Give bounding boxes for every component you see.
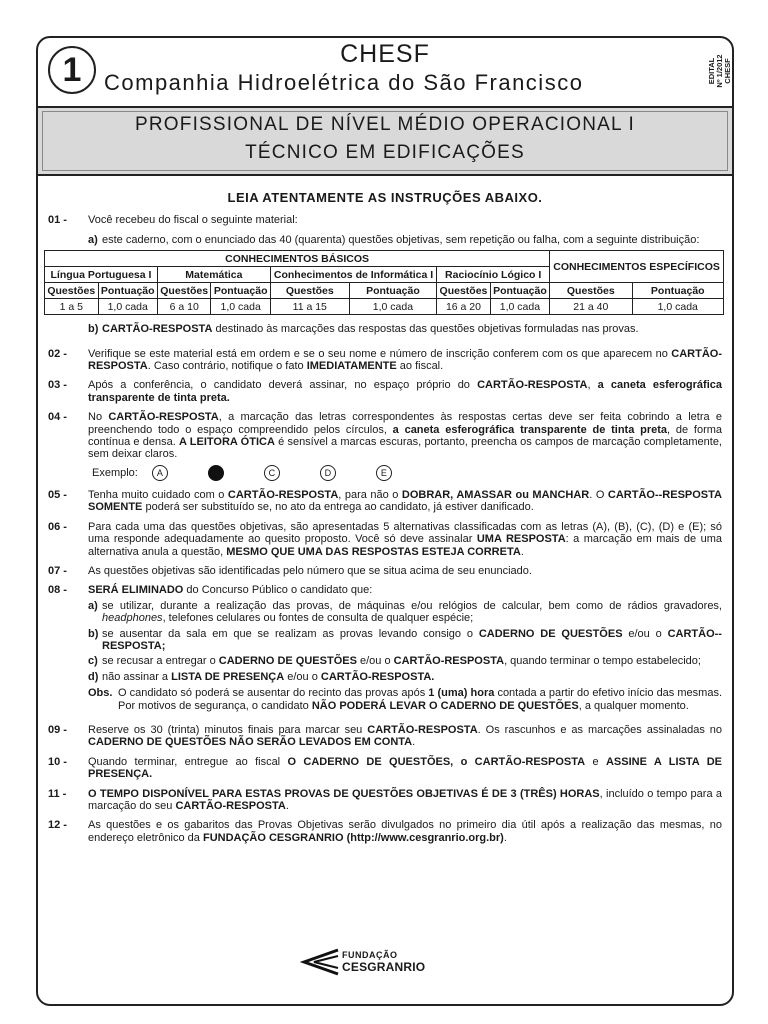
position-subtitle: TÉCNICO EM EDIFICAÇÕES [245, 142, 525, 163]
bubble-d: D [320, 465, 336, 481]
instruction-12: 12 - As questões e os gabaritos das Provas Objetivas serão divulgados no primeiro dia útil após a realização das mesmas, no endereço eletrônico da FUNDAÇÃO CESGRANRIO (http://www.cesgranrio.org.br). [48, 819, 722, 844]
instruction-04: 04 - No CARTÃO-RESPOSTA, a marcação das letras correspondentes às respostas certas deve ser feita cobrindo a letra e preenchendo todo o espaço compreendido pelos círculos, a caneta esferográfica transparente de tinta preta, de forma contínua e densa. A LEITORA ÓTICA é sensível a marcas escuras, portanto, preencha os campos de marcação completamente, sem deixar claros. [48, 411, 723, 461]
instruction-01a: a) este caderno, com o enunciado das 40 (quarenta) questões objetivas, sem repetição ou falha, com a seguinte distribuição: [88, 233, 700, 246]
bubble-c: C [264, 465, 280, 481]
instruction-07: 07 - As questões objetivas são identificadas pelo número que se situa acima de seu enunciado. [48, 564, 532, 577]
company-acronym: CHESF [340, 40, 430, 68]
instructions [48, 186, 722, 851]
position-band [38, 106, 732, 176]
instruction-09: 09 - Reserve os 30 (trinta) minutos finais para marcar seu CARTÃO-RESPOSTA. Os rascunhos e as marcações assinaladas no CADERNO DE QUESTÕES NÃO SERÃO LEVADOS EM CONTA. [48, 723, 722, 749]
instruction-08-obs: Obs. O candidato só poderá se ausentar do recinto das provas após 1 (uma) hora contada a partir do efetivo início das mesmas. Por motivos de segurança, o candidato NÃO PODERÁ LEVAR O CADERNO DE QUESTÕES, a qualquer momento. [88, 687, 722, 712]
instruction-11: 11 - O TEMPO DISPONÍVEL PARA ESTAS PROVAS DE QUESTÕES OBJETIVAS É DE 3 (TRÊS) HORAS, incluído o tempo para a marcação do seu CARTÃO-RESPOSTA. [48, 787, 722, 812]
instructions-heading: LEIA ATENTAMENTE AS INSTRUÇÕES ABAIXO. [227, 190, 543, 205]
marking-example: Exemplo: A C D E [92, 465, 722, 481]
instruction-01b: b) CARTÃO-RESPOSTA destinado às marcações das respostas das questões objetivas formuladas nas provas. [88, 323, 639, 336]
bubble-b-filled [208, 465, 224, 481]
instruction-06: 06 - Para cada uma das questões objetivas, são apresentadas 5 alternativas classificadas com as letras (A), (B), (C), (D) e (E); só uma responde adequadamente ao quesito proposto. Você só deve assinalar UMA RESPOSTA: a marcação em mais de uma alternativa anula a questão, MESMO QUE UMA DAS RESPOSTAS ESTEJA CORRETA. [48, 520, 722, 558]
instruction-08b: b) se ausentar da sala em que se realizam as provas levando consigo o CADERNO DE QUESTÕES e/ou o CARTÃO--RESPOSTA; [88, 627, 722, 652]
cesgranrio-logo: FUNDAÇÃO CESGRANRIO [300, 948, 440, 978]
instruction-02: 02 - Verifique se este material está em ordem e se o seu nome e número de inscrição conferem com os que aparecem no CARTÃO-RESPOSTA. Caso contrário, notifique o fato IMEDIATAMENTE ao fiscal. [48, 347, 722, 373]
instruction-08: 08 - SERÁ ELIMINADO do Concurso Público o candidato que: [48, 584, 373, 597]
company-name: Companhia Hidroelétrica do São Francisco [104, 70, 584, 95]
booklet-number: 1 [48, 46, 96, 94]
instruction-01: 01 - Você recebeu do fiscal o seguinte material: [48, 214, 298, 227]
instruction-10: 10 - Quando terminar, entregue ao fiscal O CADERNO DE QUESTÕES, o CARTÃO-RESPOSTA e ASSINE A LISTA DE PRESENÇA. [48, 755, 722, 781]
distribution-table: CONHECIMENTOS BÁSICOS CONHECIMENTOS ESPECÍFICOS Língua Portuguesa I Matemática Conhecimentos de Informática I Raciocínio Lógico I Questões Pontuação Questões Pontuação Questões Pontuação Questões Pontuação Questões Pontuação 1 a 5 1,0 cada 6 a 10 1,0 cada 11 a 15 1,0 cada 16 a 20 1,0 cada 21 a 40 1,0 cada [44, 250, 724, 315]
instruction-08c: c) se recusar a entregar o CADERNO DE QUESTÕES e/ou o CARTÃO-RESPOSTA, quando terminar o tempo estabelecido; [88, 655, 701, 668]
instruction-08a: a) se utilizar, durante a realização das provas, de máquinas e/ou relógios de calcular, bem como de rádios gravadores, headphones, telefones celulares ou fontes de consulta de qualquer espécie; [88, 599, 722, 625]
position-title: PROFISSIONAL DE NÍVEL MÉDIO OPERACIONAL I [134, 114, 636, 135]
bubble-e: E [376, 465, 392, 481]
page-frame [36, 36, 734, 1006]
instruction-05: 05 - Tenha muito cuidado com o CARTÃO-RESPOSTA, para não o DOBRAR, AMASSAR ou MANCHAR. O CARTÃO--RESPOSTA SOMENTE poderá ser substituído se, no ato da entrega ao candidato, já estiver danificado. [48, 488, 722, 514]
edital-label: EDITAL Nº 1/2012 CHESF [707, 54, 732, 88]
header [38, 38, 732, 106]
instruction-08d: d) não assinar a LISTA DE PRESENÇA e/ou o CARTÃO-RESPOSTA. [88, 670, 435, 683]
instruction-03: 03 - Após a conferência, o candidato deverá assinar, no espaço próprio do CARTÃO-RESPOSTA, a caneta esferográfica transparente de tinta preta. [48, 379, 722, 404]
bubble-a: A [152, 465, 168, 481]
cesgranrio-logo-icon [300, 948, 340, 976]
table-row: 1 a 5 1,0 cada 6 a 10 1,0 cada 11 a 15 1,0 cada 16 a 20 1,0 cada 21 a 40 1,0 cada [45, 299, 724, 315]
